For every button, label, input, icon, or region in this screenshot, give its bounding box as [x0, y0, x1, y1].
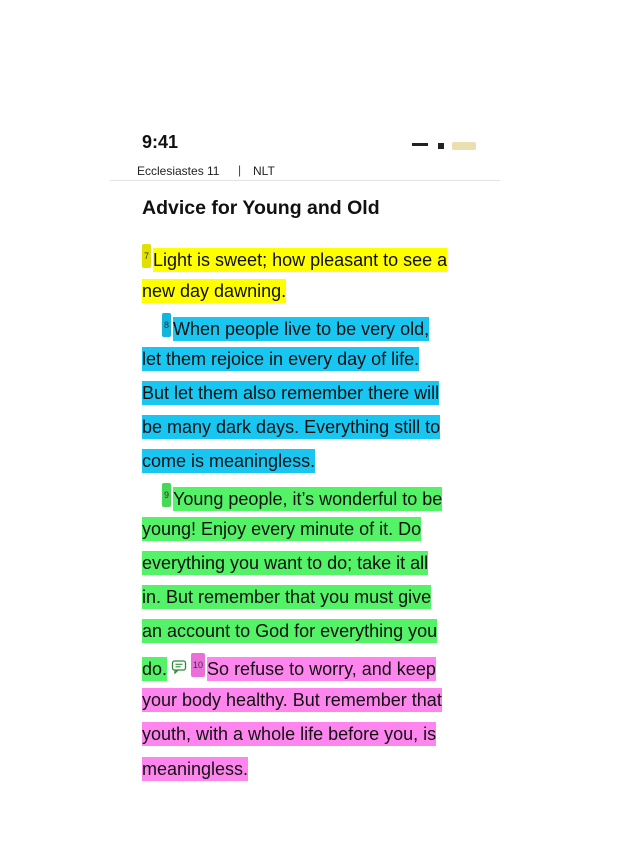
battery-icon: [452, 142, 476, 150]
verse-number[interactable]: 8: [162, 313, 171, 337]
verse-line: [142, 585, 431, 609]
verse-line: [142, 381, 439, 405]
verse-line: [142, 517, 421, 541]
status-time: 9:41: [142, 132, 179, 150]
verse-9-text[interactable]: young! Enjoy every minute of it. Do: [142, 519, 422, 539]
header-separator: |: [238, 163, 242, 177]
verse-8-text[interactable]: But let them also remember there will: [142, 383, 440, 403]
verse-8-text[interactable]: let them rejoice in every day of life.: [142, 349, 420, 369]
verse-line: [142, 449, 315, 473]
version-selector[interactable]: NLT: [253, 164, 275, 178]
verse-line: [142, 688, 442, 712]
verse-9-text[interactable]: Young people, it’s wonderful to be: [173, 489, 443, 509]
verse-10-text[interactable]: So refuse to worry, and keep: [207, 659, 436, 679]
verse-line: [142, 347, 419, 371]
verse-9-text[interactable]: everything you want to do; take it all: [142, 553, 429, 573]
signal-icon: [412, 143, 428, 150]
verse-10-text[interactable]: meaningless.: [142, 759, 249, 779]
verse-9-text[interactable]: do.: [142, 659, 168, 679]
verse-10-text[interactable]: youth, with a whole life before you, is: [142, 724, 437, 744]
section-heading: Advice for Young and Old: [142, 197, 380, 219]
verse-line: [142, 279, 286, 303]
verse-line: [162, 483, 442, 507]
chapter-selector[interactable]: Ecclesiastes 11: [137, 164, 220, 178]
verse-number[interactable]: 10: [191, 653, 205, 677]
verse-7-text[interactable]: new day dawning.: [142, 281, 287, 301]
verse-8-text[interactable]: When people live to be very old,: [173, 319, 430, 339]
wifi-icon: [438, 143, 444, 149]
verse-line: [142, 757, 248, 781]
verse-line: [162, 313, 429, 337]
verse-10-text[interactable]: your body healthy. But remember that: [142, 690, 442, 710]
verse-line: [142, 619, 437, 643]
verse-number[interactable]: 7: [142, 244, 151, 268]
verse-line: [142, 722, 436, 746]
verse-number[interactable]: 9: [162, 483, 171, 507]
verse-line: [142, 244, 447, 268]
verse-line: [142, 415, 440, 439]
verse-9-text[interactable]: an account to God for everything you: [142, 621, 438, 641]
status-bar-partial: [120, 130, 500, 150]
verse-7-text[interactable]: Light is sweet; how pleasant to see a: [153, 250, 448, 270]
verse-9-text[interactable]: in. But remember that you must give: [142, 587, 432, 607]
verse-line: [142, 551, 428, 575]
verse-8-text[interactable]: be many dark days. Everything still to: [142, 417, 441, 437]
verse-8-text[interactable]: come is meaningless.: [142, 451, 316, 471]
verse-line: [142, 653, 436, 677]
note-icon[interactable]: [171, 656, 187, 680]
chapter-header: [110, 160, 500, 181]
